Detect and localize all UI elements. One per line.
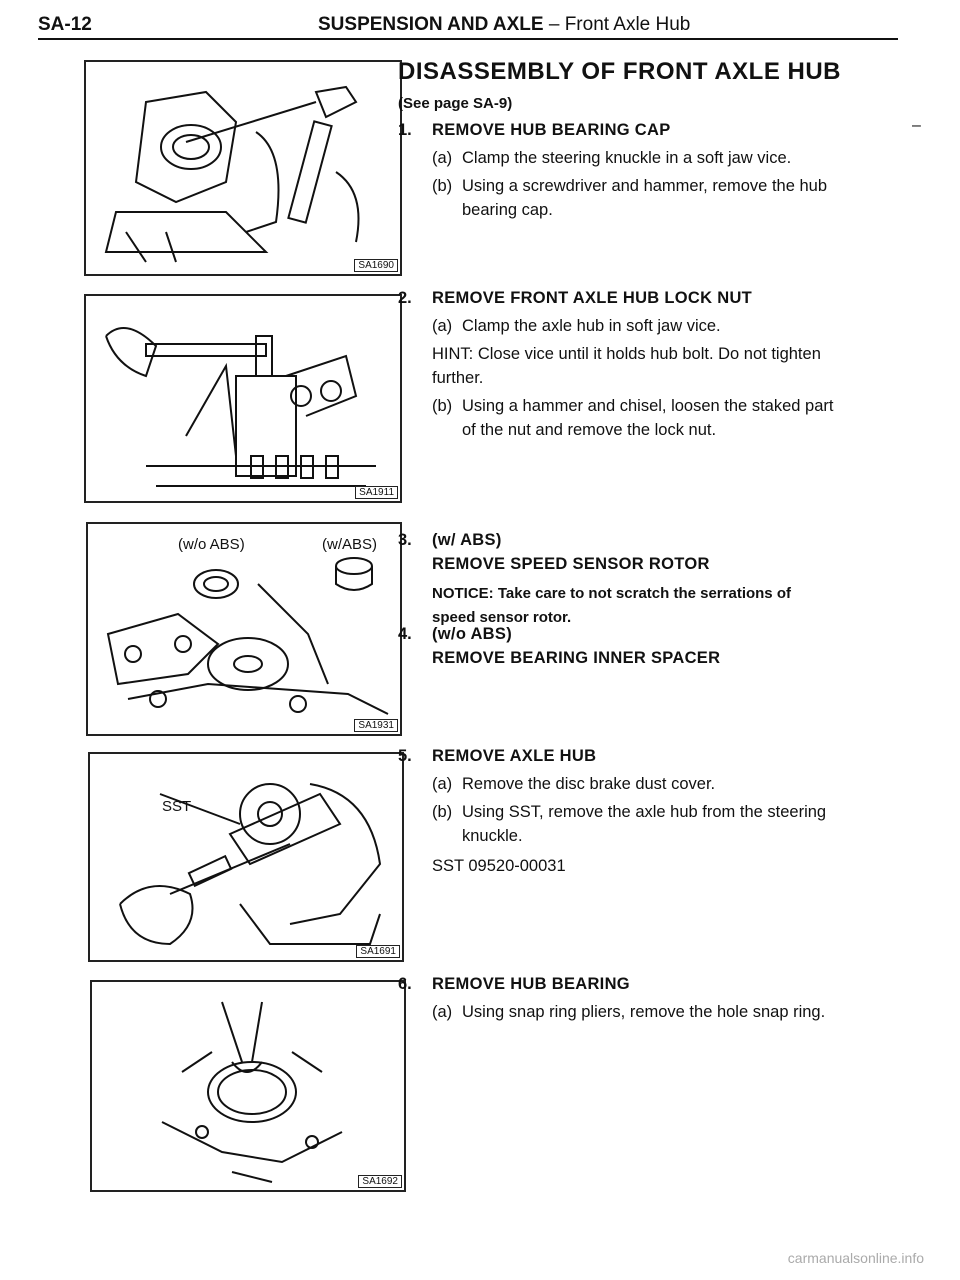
step-number: 4. bbox=[398, 625, 412, 643]
step-1 bbox=[398, 118, 918, 222]
notice-text: NOTICE: Take care to not scratch the serrations of bbox=[432, 585, 791, 602]
header-title bbox=[318, 14, 690, 36]
hint-text: HINT: Close vice until it holds hub bolt. Do not tighten bbox=[432, 345, 821, 363]
figure-code: SA1692 bbox=[358, 1175, 402, 1188]
figure-axle-hub bbox=[88, 752, 404, 962]
substep-label: (a) bbox=[432, 1003, 453, 1021]
header-separator: – bbox=[543, 14, 565, 35]
step-3 bbox=[398, 528, 918, 630]
figure-code: SA1931 bbox=[354, 719, 398, 732]
substep-label: (b) bbox=[432, 177, 453, 195]
step-number: 5. bbox=[398, 747, 412, 765]
step-title: REMOVE AXLE HUB bbox=[432, 747, 597, 765]
substep-text: Using snap ring pliers, remove the hole snap ring. bbox=[462, 1003, 826, 1021]
step-title: REMOVE HUB BEARING bbox=[432, 975, 630, 993]
substep-label: (b) bbox=[432, 803, 453, 821]
step-number: 6. bbox=[398, 975, 412, 993]
step-condition: (w/ ABS) bbox=[432, 531, 502, 549]
page-reference: (See page SA-9) bbox=[398, 95, 513, 112]
step-title: REMOVE HUB BEARING CAP bbox=[432, 121, 671, 139]
sst-number: SST 09520-00031 bbox=[432, 857, 566, 875]
figure-code: SA1691 bbox=[356, 945, 400, 958]
figure-code: SA1911 bbox=[355, 486, 398, 499]
substep-text: Using a hammer and chisel, loosen the staked part bbox=[462, 397, 834, 415]
step-number: 1. bbox=[398, 121, 412, 139]
figure-hub-bearing bbox=[90, 980, 406, 1192]
substep-label: (b) bbox=[432, 397, 453, 415]
label-sst: SST bbox=[162, 798, 192, 815]
page-number: SA-12 bbox=[38, 14, 92, 35]
step-4 bbox=[398, 622, 918, 670]
step-title: REMOVE SPEED SENSOR ROTOR bbox=[432, 555, 710, 573]
figure-hub-bearing-cap bbox=[84, 60, 402, 276]
label-with-abs: (w/ABS) bbox=[322, 536, 378, 553]
figure-speed-sensor-rotor bbox=[86, 522, 402, 736]
step-condition: (w/o ABS) bbox=[432, 625, 512, 643]
notice-text-cont: speed sensor rotor. bbox=[432, 609, 572, 626]
hint-text-cont: further. bbox=[432, 369, 484, 387]
margin-mark: – bbox=[912, 117, 921, 134]
label-without-abs: (w/o ABS) bbox=[178, 536, 245, 553]
substep-label: (a) bbox=[432, 317, 453, 335]
illustration-rotor-spacer bbox=[88, 524, 400, 734]
substep-text: Clamp the steering knuckle in a soft jaw vice. bbox=[462, 149, 792, 167]
page-title: DISASSEMBLY OF FRONT AXLE HUB bbox=[398, 58, 841, 85]
substep-text-cont: knuckle. bbox=[462, 827, 523, 845]
header-subsection: Front Axle Hub bbox=[564, 14, 691, 35]
header-section: SUSPENSION AND AXLE bbox=[318, 14, 544, 35]
step-title: REMOVE FRONT AXLE HUB LOCK NUT bbox=[432, 289, 753, 307]
illustration-snap-ring-pliers bbox=[92, 982, 404, 1190]
step-6 bbox=[398, 972, 918, 1024]
figure-lock-nut bbox=[84, 294, 402, 503]
substep-label: (a) bbox=[432, 775, 453, 793]
substep-label: (a) bbox=[432, 149, 453, 167]
substep-text-cont: of the nut and remove the lock nut. bbox=[462, 421, 717, 439]
illustration-vice-lock-nut bbox=[86, 296, 400, 501]
illustration-sst-puller bbox=[90, 754, 402, 960]
step-5 bbox=[398, 744, 918, 878]
substep-text-cont: bearing cap. bbox=[462, 201, 553, 219]
step-2 bbox=[398, 286, 918, 442]
page-header bbox=[38, 14, 898, 40]
step-title: REMOVE BEARING INNER SPACER bbox=[432, 649, 721, 667]
watermark: carmanualsonline.info bbox=[787, 1250, 924, 1266]
step-number: 2. bbox=[398, 289, 412, 307]
substep-text: Clamp the axle hub in soft jaw vice. bbox=[462, 317, 721, 335]
step-number: 3. bbox=[398, 531, 412, 549]
substep-text: Using SST, remove the axle hub from the steering bbox=[462, 803, 827, 821]
illustration-hammer-screwdriver bbox=[86, 62, 400, 274]
substep-text: Remove the disc brake dust cover. bbox=[462, 775, 716, 793]
figure-code: SA1690 bbox=[354, 259, 398, 272]
substep-text: Using a screwdriver and hammer, remove the hub bbox=[462, 177, 827, 195]
